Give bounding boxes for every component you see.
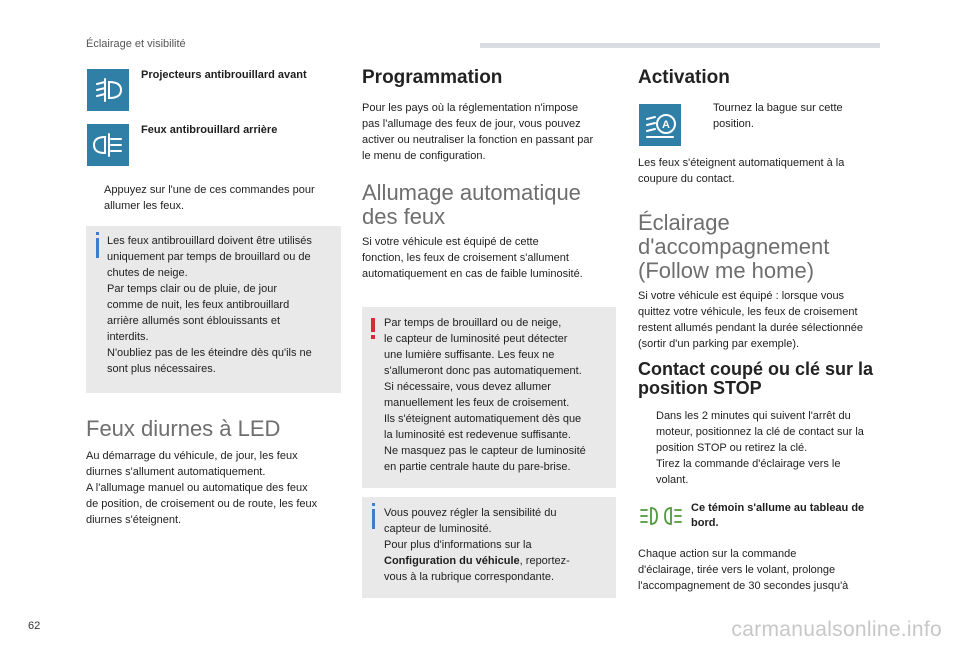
warn-line: une lumière suffisante. Les feux ne — [384, 349, 555, 361]
section-title: Éclairage et visibilité — [86, 38, 186, 50]
auto-lights-icon — [639, 104, 681, 146]
act-line: coupure du contact. — [638, 173, 735, 185]
info-line: comme de nuit, les feux antibrouillard — [107, 299, 290, 311]
lamp-label-line: Ce témoin s'allume au tableau de — [691, 502, 865, 514]
fog-bullet-line-1: Appuyez sur l'une de ces commandes pour — [104, 184, 315, 196]
auto-line: automatiquement en cas de faible luminosité. — [362, 268, 583, 280]
follow-line: (sortir d'un parking par exemple). — [638, 338, 800, 350]
fog-info-text — [107, 233, 337, 377]
tip-line — [384, 553, 614, 569]
warn-line: Par temps de brouillard ou de neige, — [384, 317, 562, 329]
tip-line: capteur de luminosité. — [384, 523, 492, 535]
info-line: N'oubliez pas de les éteindre dès qu'ils ne — [107, 347, 312, 359]
tip-line: Vous pouvez régler la sensibilité du — [384, 507, 557, 519]
info-line: arrière allumés sont éblouissants et — [107, 315, 281, 327]
prog-line: activer ou neutraliser la fonction en passant par — [362, 134, 594, 146]
contact-stop-heading — [638, 360, 873, 398]
follow-heading-line: (Follow me home) — [638, 258, 815, 283]
info-line: chutes de neige. — [107, 267, 188, 279]
drl-line: Au démarrage du véhicule, de jour, les feux — [86, 450, 298, 462]
activation-bullet — [693, 100, 893, 132]
stop-b2-line: Tirez la commande d'éclairage vers le — [656, 458, 841, 470]
front-fog-label: Projecteurs antibrouillard avant — [141, 69, 307, 81]
fog-bullet — [86, 182, 346, 214]
low-beam-lamp-icon — [639, 505, 683, 527]
header-divider — [480, 43, 880, 48]
info-icon-dot — [372, 503, 375, 506]
warn-line: le capteur de luminosité peut détecter — [384, 333, 568, 345]
end-line: Chaque action sur la commande — [638, 548, 797, 560]
tip-line: vous à la rubrique correspondante. — [384, 571, 554, 583]
front-fog-icon — [87, 69, 129, 111]
act-bullet-line: Tournez la bague sur cette — [713, 102, 843, 114]
tip-box — [362, 497, 616, 598]
warn-line: manuellement les feux de croisement. — [384, 397, 570, 409]
auto-heading-line-1: Allumage automatique — [362, 180, 581, 205]
fog-bullet-line-2: allumer les feux. — [104, 200, 185, 212]
info-line: Les feux antibrouillard doivent être utilisés — [107, 235, 312, 247]
lamp-label — [691, 501, 891, 531]
stop-bullet-1 — [638, 408, 898, 456]
act-bullet-line: position. — [713, 118, 754, 130]
stop-bullet-2 — [638, 456, 898, 488]
warning-box — [362, 307, 616, 488]
warn-line: Si nécessaire, vous devez allumer — [384, 381, 551, 393]
page-number: 62 — [28, 620, 41, 632]
auto-lighting-heading — [362, 181, 581, 229]
info-line: Par temps clair ou de pluie, de jour — [107, 283, 277, 295]
svg-text:A: A — [662, 119, 670, 131]
follow-line: quittez votre véhicule, les feux de croisement — [638, 306, 858, 318]
follow-me-home-paragraph — [638, 288, 898, 352]
warn-line: Ne masquez pas le capteur de luminosité — [384, 445, 586, 457]
tip-text — [384, 505, 614, 585]
stop-heading-line: Contact coupé ou clé sur la — [638, 359, 874, 379]
warning-text — [384, 315, 614, 475]
auto-line: Si votre véhicule est équipé de cette — [362, 236, 539, 248]
warning-icon-bar — [371, 318, 375, 332]
info-icon-bar — [96, 238, 99, 258]
end-line: d'éclairage, tirée vers le volant, prolonge — [638, 564, 836, 576]
warning-icon-dot — [371, 335, 375, 339]
warn-line: s'allumeront donc pas automatiquement. — [384, 365, 582, 377]
follow-line: Si votre véhicule est équipé : lorsque vous — [638, 290, 845, 302]
rear-fog-label: Feux antibrouillard arrière — [141, 124, 278, 136]
drl-paragraph — [86, 448, 346, 528]
tip-line-rest: , reportez- — [519, 555, 570, 567]
warn-line: Ils s'éteignent automatiquement dès que — [384, 413, 582, 425]
tip-line: Pour plus d'informations sur la — [384, 539, 532, 551]
auto-heading-line-2: des feux — [362, 204, 446, 229]
prog-line: le menu de configuration. — [362, 150, 486, 162]
prog-line: Pour les pays où la réglementation n'impose — [362, 102, 579, 114]
drl-line: diurnes s'allument automatiquement. — [86, 466, 266, 478]
end-line: l'accompagnement de 30 secondes jusqu'à — [638, 580, 849, 592]
stop-b1-line: position STOP ou retirez la clé. — [656, 442, 808, 454]
end-paragraph — [638, 546, 898, 594]
rear-fog-icon — [87, 124, 129, 166]
follow-heading-line: Éclairage — [638, 210, 730, 235]
stop-b1-line: Dans les 2 minutes qui suivent l'arrêt du — [656, 410, 851, 422]
info-line: sont plus nécessaires. — [107, 363, 216, 375]
auto-line: fonction, les feux de croisement s'allument — [362, 252, 569, 264]
info-icon-dot — [96, 232, 99, 235]
info-line: uniquement par temps de brouillard ou de — [107, 251, 311, 263]
follow-line: restent allumés pendant la durée sélectionnée — [638, 322, 864, 334]
activation-paragraph — [638, 155, 898, 187]
auto-lighting-paragraph — [362, 234, 622, 282]
stop-b1-line: moteur, positionnez la clé de contact sur la — [656, 426, 864, 438]
tip-bold-link: Configuration du véhicule — [384, 555, 520, 567]
stop-heading-line: position STOP — [638, 378, 762, 398]
fog-info-box — [86, 226, 341, 393]
follow-me-home-heading — [638, 211, 829, 283]
drl-line: diurnes s'éteignent. — [86, 514, 182, 526]
info-icon-bar — [372, 509, 375, 529]
prog-line: pas l'allumage des feux de jour, vous pouvez — [362, 118, 581, 130]
stop-b2-line: volant. — [656, 474, 689, 486]
drl-line: A l'allumage manuel ou automatique des feux — [86, 482, 308, 494]
drl-heading: Feux diurnes à LED — [86, 416, 281, 441]
info-line: interdits. — [107, 331, 149, 343]
warn-line: en partie centrale haute du pare-brise. — [384, 461, 571, 473]
warn-line: la luminosité est redevenue suffisante. — [384, 429, 571, 441]
activation-heading: Activation — [638, 67, 730, 88]
programmation-paragraph — [362, 100, 622, 164]
programmation-heading: Programmation — [362, 67, 503, 88]
lamp-label-line: bord. — [691, 517, 719, 529]
watermark: carmanualsonline.info — [731, 618, 942, 641]
follow-heading-line: d'accompagnement — [638, 234, 830, 259]
drl-line: de position, de croisement ou de route, les feux — [86, 498, 318, 510]
act-line: Les feux s'éteignent automatiquement à la — [638, 157, 845, 169]
